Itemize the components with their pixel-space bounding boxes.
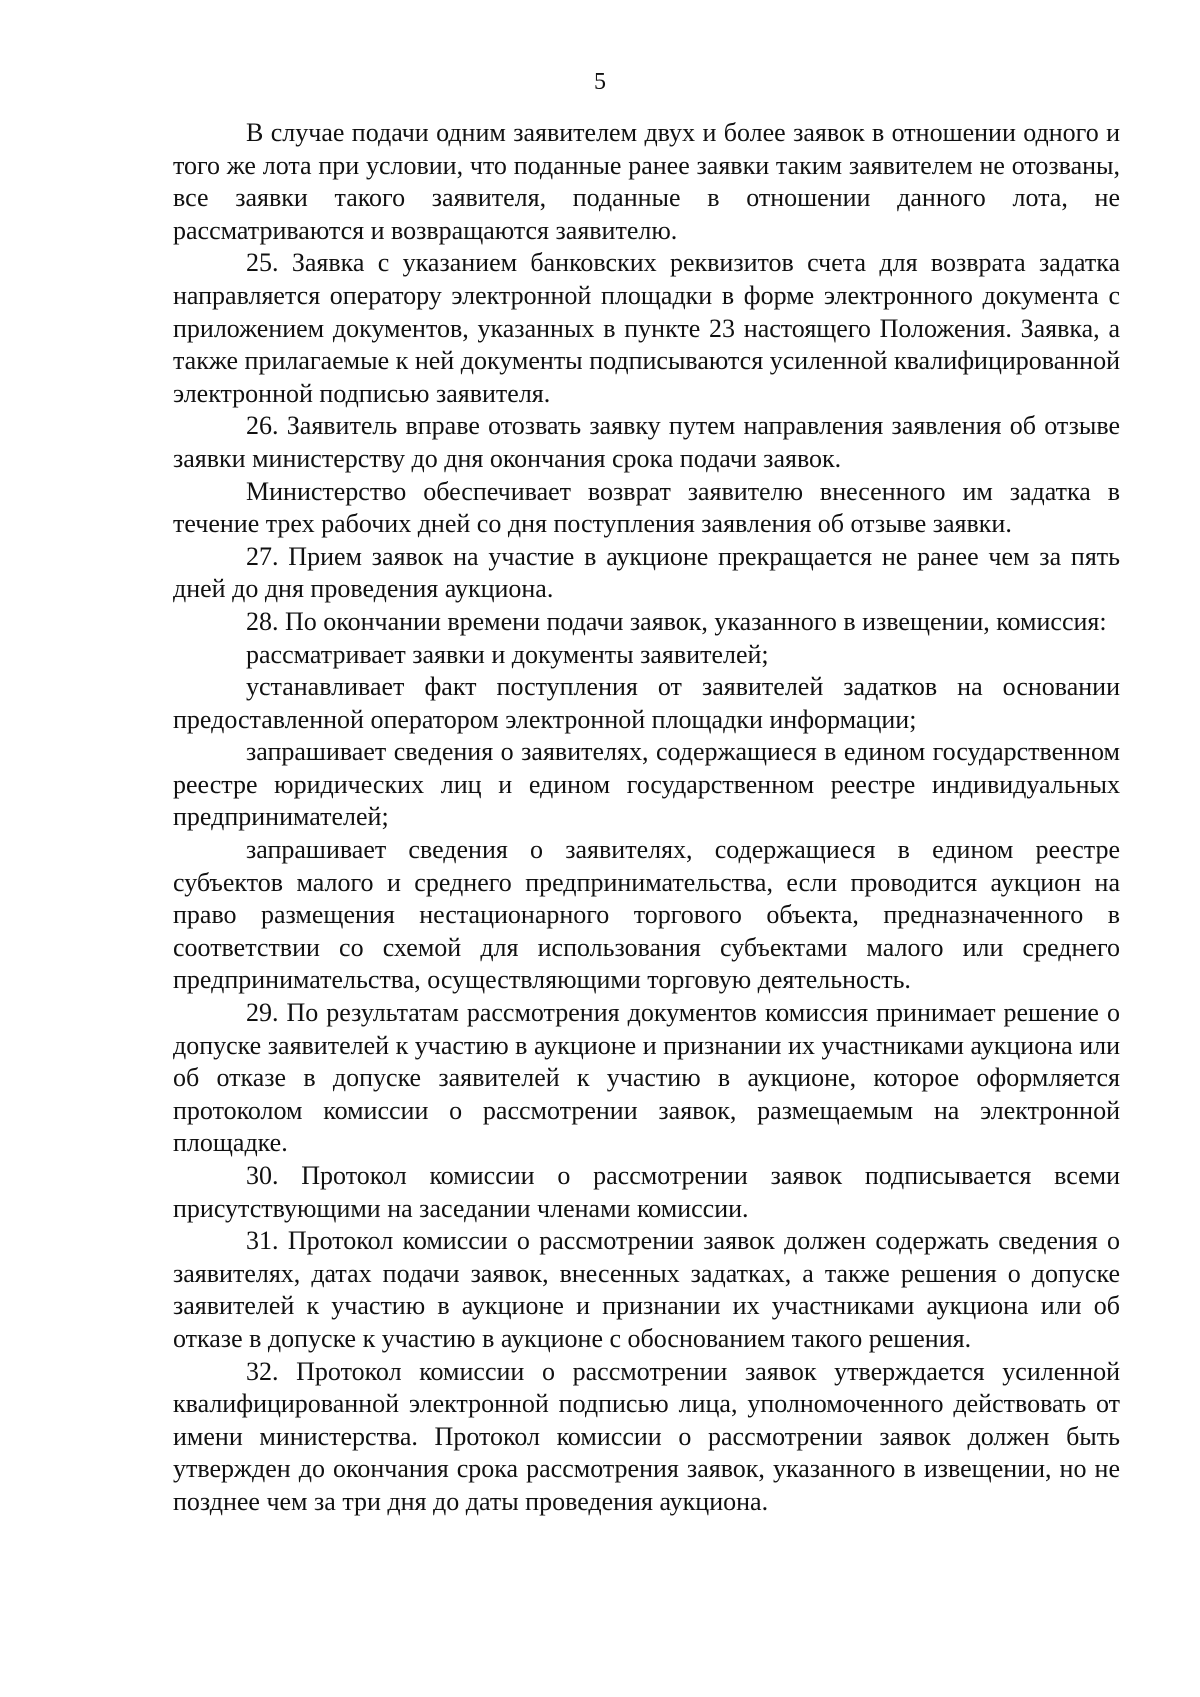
paragraph-item-28-deposits: устанавливает факт поступления от заявителей задатков на основании предоставленной оператором электронной площадки информации; — [173, 672, 1120, 734]
document-body — [173, 117, 1120, 1519]
paragraph-item-27: 27. Прием заявок на участие в аукционе прекращается не ранее чем за пять дней до дня проведения аукциона. — [173, 541, 1120, 604]
paragraph-deposit-refund: Министерство обеспечивает возврат заявителю внесенного им задатка в течение трех рабочих дней со дня поступления заявления об отзыве заявки. — [173, 476, 1120, 539]
paragraph-item-28-sme-registry: запрашивает сведения о заявителях, содержащиеся в едином реестре субъектов малого и среднего предпринимательства, если проводится аукцион на право размещения нестационарного торгового объекта, предназначенного в соответствии со схемой для использования субъектами малого или среднего предпринимательства, осуществляющими торговую деятельность. — [173, 835, 1120, 995]
paragraph-item-28-registry-request: запрашивает сведения о заявителях, содержащиеся в едином государственном реестре юридических лиц и едином государственном реестре индивидуальных предпринимателей; — [173, 737, 1120, 832]
paragraph-item-29: 29. По результатам рассмотрения документов комиссия принимает решение о допуске заявителей к участию в аукционе и признании их участниками аукциона или об отказе в допуске заявителей к участию в аукционе, которое оформляется протоколом комиссии о рассмотрении заявок, размещаемым на электронной площадке. — [173, 998, 1120, 1158]
paragraph-item-31: 31. Протокол комиссии о рассмотрении заявок должен содержать сведения о заявителях, датах подачи заявок, внесенных задатках, а также решения о допуске заявителей к участию в аукционе и признании их участниками аукциона или об отказе в допуске к участию в аукционе с обоснованием такого решения. — [173, 1226, 1120, 1353]
paragraph-item-26: 26. Заявитель вправе отозвать заявку путем направления заявления об отзыве заявки министерству до дня окончания срока подачи заявок. — [173, 411, 1120, 473]
paragraph-item-30: 30. Протокол комиссии о рассмотрении заявок подписывается всеми присутствующими на заседании членами комиссии. — [173, 1161, 1120, 1223]
paragraph-item-25: 25. Заявка с указанием банковских реквизитов счета для возврата задатка направляется оператору электронной площадки в форме электронного документа с приложением документов, указанных в пункте 23 настоящего Положения. Заявка, а также прилагаемые к ней документы подписываются усиленной квалифицированной электронной подписью заявителя. — [173, 248, 1120, 408]
paragraph-item-28-review: рассматривает заявки и документы заявителей; — [246, 639, 769, 669]
page-number: 5 — [594, 69, 606, 95]
paragraph-item-28: 28. По окончании времени подачи заявок, указанного в извещении, комиссия: — [246, 606, 1107, 636]
paragraph-item-32: 32. Протокол комиссии о рассмотрении заявок утверждается усиленной квалифицированной электронной подписью лица, уполномоченного действовать от имени министерства. Протокол комиссии о рассмотрении заявок должен быть утвержден до окончания срока рассмотрения заявок, указанного в извещении, но не позднее чем за три дня до даты проведения аукциона. — [173, 1356, 1120, 1516]
paragraph-duplicate-applications: В случае подачи одним заявителем двух и более заявок в отношении одного и того же лота при условии, что поданные ранее заявки таким заявителем не отозваны, все заявки такого заявителя, поданные в отношении данного лота, не рассматриваются и возвращаются заявителю. — [173, 118, 1120, 245]
